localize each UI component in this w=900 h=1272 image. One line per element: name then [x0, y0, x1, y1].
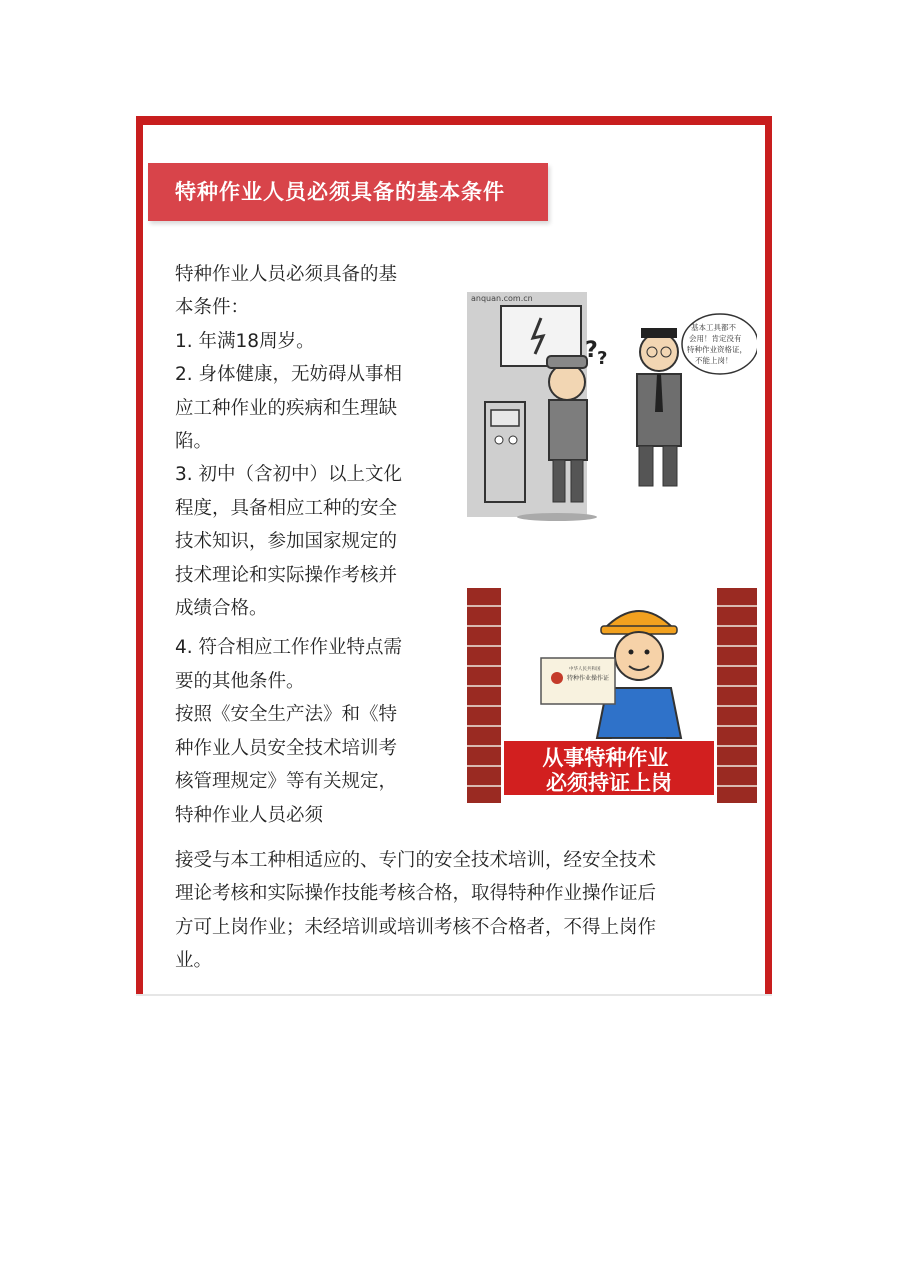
cartoon-certified-worker [467, 588, 757, 803]
watermark: anquan.com.cn [471, 294, 533, 303]
text-line: 特种作业人员必须 [175, 804, 324, 826]
text-line: 要的其他条件。 [175, 670, 305, 692]
card-header: 中华人民共和国 [569, 667, 601, 672]
text-line: 成绩合格。 [175, 598, 268, 620]
sign-line: 从事特种作业 [542, 746, 669, 770]
text-line: 特种作业人员必须具备的基 [175, 264, 398, 285]
intro-text [175, 258, 450, 832]
svg-text:从事特种作业 必须持证上岗 [542, 746, 675, 795]
card-bottom-edge [136, 994, 772, 996]
brick-wall-right [717, 588, 757, 803]
text-line: 应工种作业的疾病和生理缺 [175, 397, 398, 419]
sign-line: 必须持证上岗 [546, 771, 672, 795]
cartoon-untrained-worker [467, 292, 757, 522]
text-line: 2. 身体健康，无妨碍从事相 [175, 364, 403, 386]
speech-line: 不能上岗！ [695, 356, 733, 365]
card-title: 特种作业操作证 [567, 675, 610, 682]
text-line: 3. 初中（含初中）以上文化 [175, 464, 403, 486]
text-line: 程度，具备相应工种的安全 [175, 497, 398, 519]
svg-text:?: ? [597, 348, 608, 369]
speech-line: 特种作业资格证， [687, 345, 747, 354]
text-line: 接受与本工种相适应的、专门的安全技术培训，经安全技术 [175, 850, 657, 871]
text-line: 按照《安全生产法》和《特 [175, 704, 398, 726]
text-line: 理论考核和实际操作技能考核合格，取得特种作业操作证后 [175, 883, 657, 905]
text-line: 技术理论和实际操作考核并 [175, 564, 398, 586]
text-line: 核管理规定》等有关规定， [175, 771, 398, 793]
brick-wall-left [467, 588, 501, 803]
text-line: 种作业人员安全技术培训考 [175, 737, 398, 759]
text-line: 技术知识，参加国家规定的 [175, 531, 398, 553]
requirement-text [175, 844, 745, 978]
speech-line: 会用！肯定没有 [689, 334, 742, 343]
text-line: 业。 [175, 950, 213, 972]
text-line: 方可上岗作业；未经培训或培训考核不合格者，不得上岗作 [175, 916, 657, 938]
speech-line: 基本工具都不 [691, 323, 736, 332]
text-line: 4. 符合相应工作作业特点需 [175, 637, 403, 659]
text-line: 本条件： [175, 297, 250, 319]
text-line: 陷。 [175, 431, 213, 453]
svg-text:?: ? [585, 338, 598, 363]
section-title: 特种作业人员必须具备的基本条件 [148, 163, 548, 221]
text-line: 1. 年满18周岁。 [175, 330, 315, 352]
